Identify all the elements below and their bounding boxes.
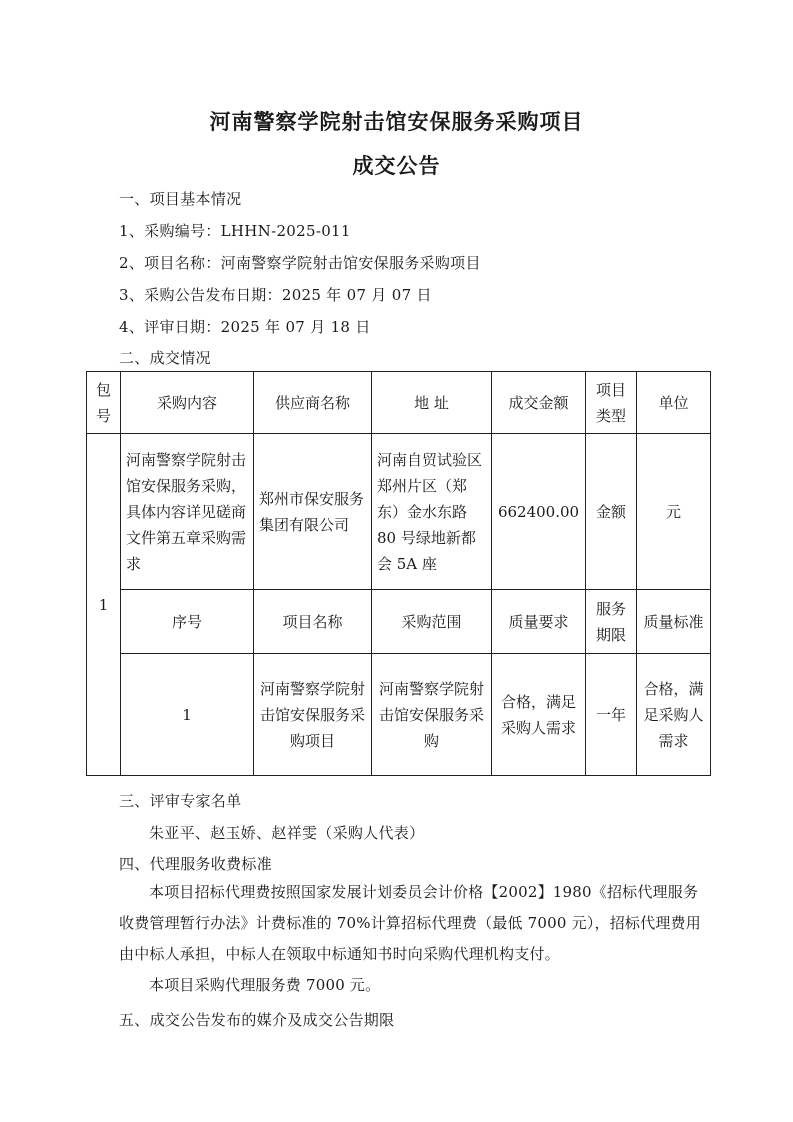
procurement-content: 河南警察学院射击馆安保服务采购，具体内容详见磋商文件第五章采购需求: [121, 434, 254, 590]
table-row: [87, 654, 711, 776]
document-subtitle: 成交公告: [352, 153, 441, 178]
procurement-number: 1、采购编号：LHHN-2025-011: [119, 222, 351, 240]
supplier-name: 郑州市保安服务集团有限公司: [254, 434, 372, 590]
document-title: 河南警察学院射击馆安保服务采购项目: [209, 109, 584, 134]
content-header: 采购内容: [121, 372, 254, 434]
standard-header: 质量标准: [637, 590, 711, 654]
table-header-row: [87, 372, 711, 434]
package-number: 1: [87, 434, 121, 776]
quality-header: 质量要求: [492, 590, 586, 654]
quality-standard: 合格，满足采购人需求: [637, 654, 711, 776]
service-period: 一年: [586, 654, 637, 776]
section-1-heading: 一、项目基本情况: [119, 190, 242, 208]
project-name: 2、项目名称：河南警察学院射击馆安保服务采购项目: [119, 254, 481, 272]
seq-value: 1: [121, 654, 254, 776]
address-header: 地 址: [372, 372, 492, 434]
period-header: 服务期限: [586, 590, 637, 654]
supplier-address: 河南自贸试验区郑州片区（郑东）金水东路 80 号绿地新都会 5A 座: [372, 434, 492, 590]
amount-header: 成交金额: [492, 372, 586, 434]
project-type: 金额: [586, 434, 637, 590]
section-3-heading: 三、评审专家名单: [119, 792, 242, 810]
fee-standard-paragraph: 本项目招标代理费按照国家发展计划委员会计价格【2002】1980《招标代理服务收费管理暂行办法》计费标准的 70%计算招标代理费（最低 7000 元），招标代理费用由中标人承担，中标人在领取中标通知书时向采购代理机构支付。: [119, 883, 701, 963]
type-header: 项目类型: [586, 372, 637, 434]
seq-header: 序号: [121, 590, 254, 654]
announcement-date: 3、采购公告发布日期：2025 年 07 月 07 日: [119, 286, 432, 304]
project-name-header: 项目名称: [254, 590, 372, 654]
agency-fee-paragraph: 本项目采购代理服务费 7000 元。: [149, 976, 381, 994]
transaction-table: [86, 371, 711, 776]
table-row: [87, 434, 711, 590]
transaction-amount: 662400.00: [492, 434, 586, 590]
unit: 元: [637, 434, 711, 590]
unit-header: 单位: [637, 372, 711, 434]
supplier-header: 供应商名称: [254, 372, 372, 434]
quality-requirement: 合格，满足采购人需求: [492, 654, 586, 776]
expert-list: 朱亚平、赵玉娇、赵祥雯（采购人代表）: [149, 824, 425, 842]
package-header: 包号: [87, 372, 121, 434]
procurement-scope: 河南警察学院射击馆安保服务采购: [372, 654, 492, 776]
section-5-heading: 五、成交公告发布的媒介及成交公告期限: [119, 1011, 395, 1029]
scope-header: 采购范围: [372, 590, 492, 654]
review-date: 4、评审日期：2025 年 07 月 18 日: [119, 318, 371, 336]
item-project-name: 河南警察学院射击馆安保服务采购项目: [254, 654, 372, 776]
table-subheader-row: [87, 590, 711, 654]
section-4-heading: 四、代理服务收费标准: [119, 855, 273, 873]
section-2-heading: 二、成交情况: [119, 349, 211, 367]
